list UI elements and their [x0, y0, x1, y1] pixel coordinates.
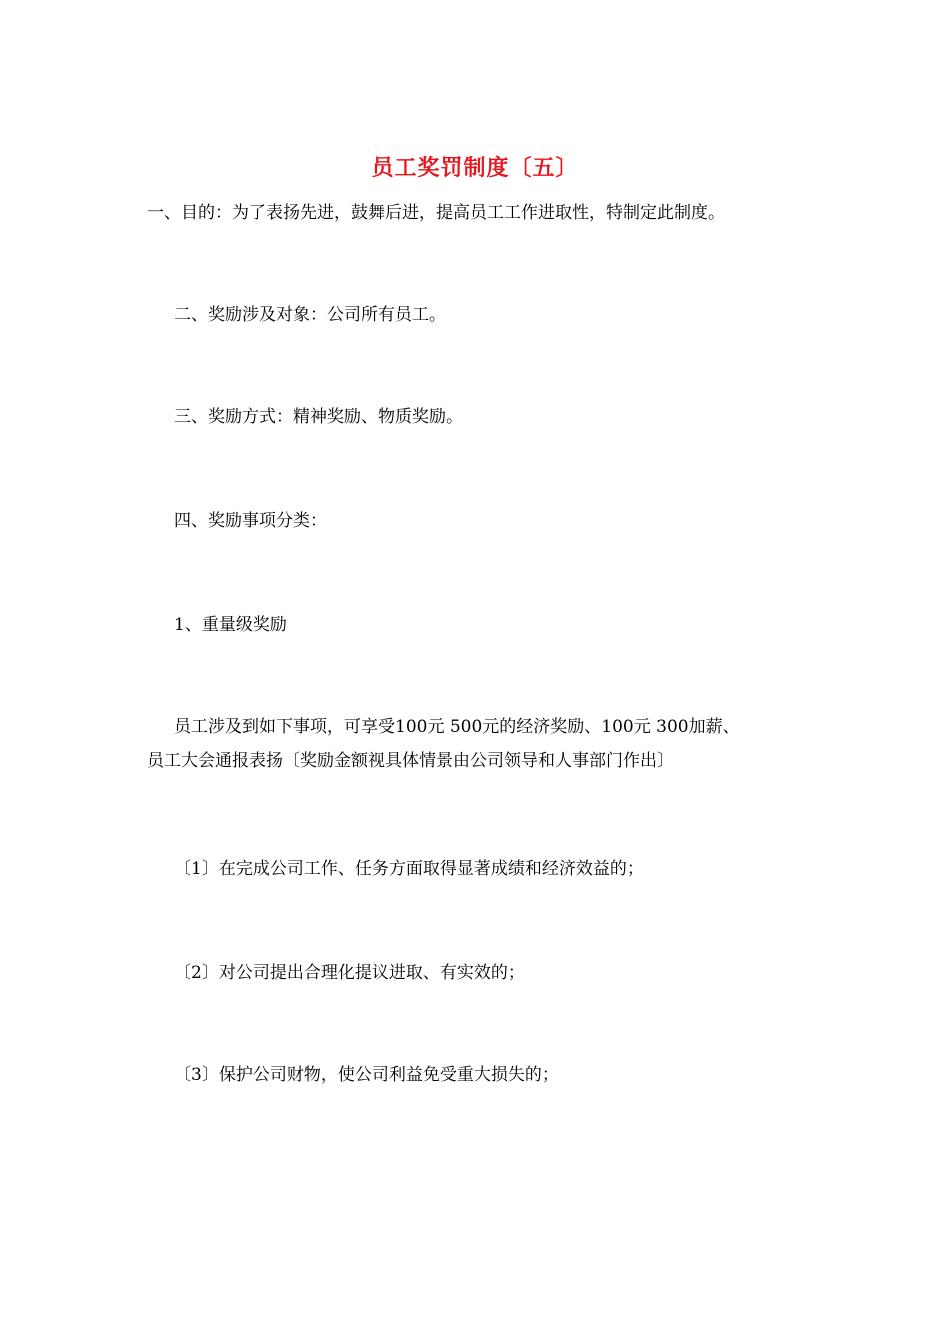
level1-description — [147, 710, 740, 778]
level1-heading: 1、重量级奖励 — [174, 615, 287, 635]
section-scope: 二、奖励涉及对象：公司所有员工。 — [174, 305, 446, 325]
level1-description-line1: 员工涉及到如下事项，可享受100元 500元的经济奖励、100元 300加薪、 — [174, 717, 740, 737]
section-category: 四、奖励事项分类： — [174, 511, 327, 531]
list-item-1: 〔1〕在完成公司工作、任务方面取得显著成绩和经济效益的； — [174, 859, 644, 879]
list-item-2: 〔2〕对公司提出合理化提议进取、有实效的； — [174, 963, 525, 983]
list-item-3: 〔3〕保护公司财物，使公司利益免受重大损失的； — [174, 1065, 559, 1085]
section-purpose: 一、目的：为了表扬先进，鼓舞后进，提高员工工作进取性，特制定此制度。 — [147, 203, 725, 223]
level1-description-line2: 员工大会通报表扬〔奖励金额视具体情景由公司领导和人事部门作出〕 — [147, 751, 674, 771]
document-title: 员工奖罚制度〔五〕 — [371, 155, 579, 181]
section-method: 三、奖励方式：精神奖励、物质奖励。 — [174, 407, 463, 427]
